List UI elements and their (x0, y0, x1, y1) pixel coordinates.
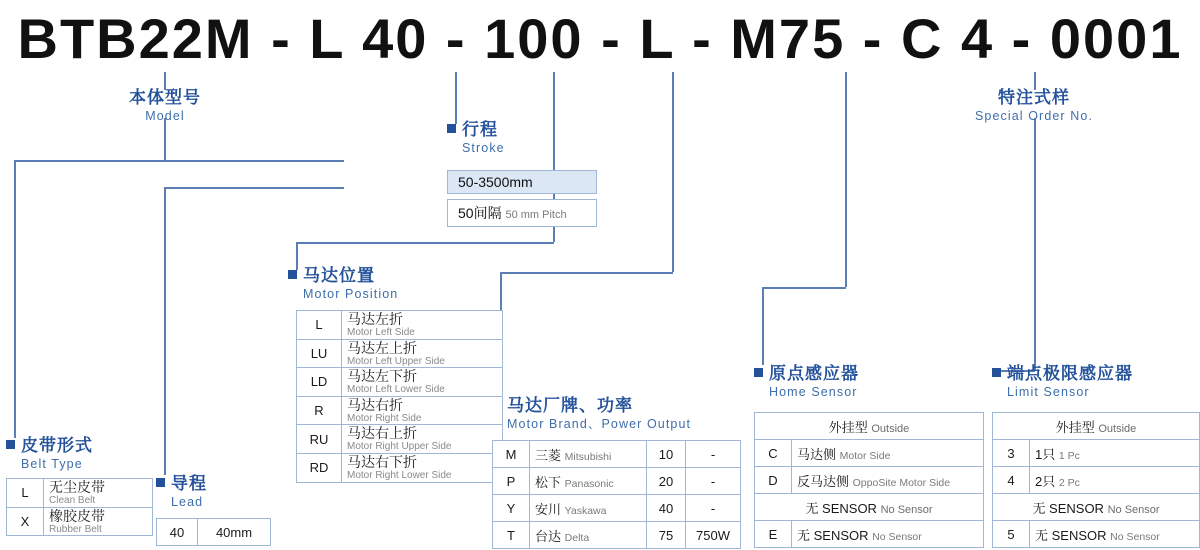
special-order-title-en: Special Order No. (974, 109, 1094, 123)
motor-brand-table (492, 440, 741, 549)
table-row (7, 507, 153, 536)
bullet-square-icon (447, 124, 456, 133)
motor-brand-title-cn: 马达厂牌、功率 (492, 396, 691, 416)
home-sensor-value (792, 467, 984, 494)
limit-sensor-en: No Sensor (1110, 530, 1160, 543)
motor-position-cn: 马达右下折 (347, 453, 417, 470)
belt-key: X (7, 507, 44, 536)
table-row (755, 521, 984, 548)
limit-sensor-key: 5 (993, 521, 1030, 548)
motor-brand-en: Panasonic (564, 477, 614, 490)
model-title-en: Model (145, 109, 185, 123)
table-row (755, 440, 984, 467)
stroke-pitch-cn: 50间隔 (458, 205, 502, 221)
limit-sensor-en: 1 Pc (1058, 449, 1080, 462)
belt-cn: 无尘皮带 (49, 479, 105, 495)
connector-belt-vert-top (164, 118, 166, 160)
stroke-title-cn: 行程 (447, 120, 505, 140)
motor-position-value (342, 368, 503, 397)
table-row (755, 494, 984, 521)
motor-brand-name (530, 468, 647, 495)
bullet-square-icon (992, 368, 1001, 377)
motor-position-en: Motor Right Upper Side (347, 441, 452, 453)
model-title-cn: 本体型号 (129, 88, 201, 107)
home-sensor-key: E (755, 521, 792, 548)
limit-sensor-value (1030, 440, 1200, 467)
motor-power-value: 750W (686, 522, 741, 549)
belt-value (44, 507, 153, 536)
table-row (755, 467, 984, 494)
home-sensor-title-cn: 原点感应器 (754, 364, 859, 384)
home-sensor-band-en: Outside (871, 422, 910, 435)
connector-lead-horiz (164, 187, 344, 189)
belt-value (44, 479, 153, 508)
limit-sensor-table (992, 412, 1200, 548)
table-row (493, 441, 741, 468)
motor-brand-en: Mitsubishi (564, 450, 612, 463)
motor-power-code: 75 (647, 522, 686, 549)
motor-position-cn: 马达左上折 (347, 339, 417, 356)
motor-position-title (288, 266, 398, 302)
limit-sensor-band2-en: No Sensor (1107, 503, 1160, 516)
table-row (297, 339, 503, 368)
motor-brand-en: Yaskawa (564, 504, 607, 517)
part-number-code: BTB22M - L 40 - 100 - L - M75 - C 4 - 0001 (17, 7, 1183, 70)
stroke-pitch-box (447, 199, 597, 227)
belt-cn: 橡胶皮带 (49, 507, 105, 524)
motor-position-value (342, 396, 503, 425)
motor-brand-en: Delta (564, 531, 590, 544)
bullet-square-icon (6, 440, 15, 449)
lead-table (156, 518, 271, 546)
table-row (493, 495, 741, 522)
home-sensor-cn: 反马达侧 (797, 473, 850, 489)
motor-brand-key: T (493, 522, 530, 549)
home-sensor-en: OppoSite Motor Side (852, 476, 951, 489)
motor-power-value: - (686, 441, 741, 468)
lead-title-en: Lead (171, 495, 204, 509)
connector-lead-vert (164, 187, 166, 475)
belt-key: L (7, 479, 44, 508)
table-row (297, 368, 503, 397)
connector-brand-vert-top (672, 72, 674, 272)
motor-position-value (342, 425, 503, 454)
connector-limit-vert-top (1034, 118, 1036, 370)
home-sensor-band2-cn: 无 SENSOR (805, 500, 877, 516)
table-row (297, 453, 503, 482)
motor-position-key: L (297, 311, 342, 340)
stroke-title (447, 120, 505, 156)
motor-position-title-en: Motor Position (303, 287, 399, 301)
motor-position-en: Motor Left Upper Side (347, 355, 445, 367)
limit-sensor-band-en: Outside (1098, 422, 1137, 435)
motor-brand-key: P (493, 468, 530, 495)
lead-title-cn: 导程 (156, 474, 207, 494)
lead-key: 40 (157, 519, 198, 546)
motor-power-value: - (686, 495, 741, 522)
model-title (94, 88, 236, 124)
stroke-title-en: Stroke (462, 141, 505, 155)
home-sensor-cn: 无 SENSOR (797, 527, 869, 543)
stroke-pitch-en: 50 mm Pitch (505, 209, 567, 221)
motor-position-title-cn: 马达位置 (288, 266, 398, 286)
limit-sensor-title-cn: 端点极限感应器 (992, 364, 1133, 384)
table-row (993, 521, 1200, 548)
motor-brand-title-en: Motor Brand、Power Output (507, 417, 692, 431)
home-sensor-key: C (755, 440, 792, 467)
motor-position-key: LU (297, 339, 342, 368)
table-row (493, 522, 741, 549)
table-row (993, 413, 1200, 440)
home-sensor-table (754, 412, 984, 548)
home-sensor-band-outside (755, 413, 984, 440)
motor-brand-name (530, 495, 647, 522)
home-sensor-title-en: Home Sensor (769, 385, 858, 399)
limit-sensor-cn: 1只 (1035, 446, 1056, 462)
motor-power-value: - (686, 468, 741, 495)
belt-type-table (6, 478, 153, 536)
home-sensor-band2-en: No Sensor (880, 503, 933, 516)
special-order-title-cn: 特注式样 (998, 88, 1070, 107)
motor-position-en: Motor Left Lower Side (347, 384, 445, 396)
motor-position-en: Motor Right Side (347, 412, 422, 424)
table-row (157, 519, 271, 546)
home-sensor-band-cn: 外挂型 (828, 419, 868, 435)
lead-value: 40mm (198, 519, 271, 546)
table-row (297, 311, 503, 340)
belt-en: Rubber Belt (49, 523, 102, 535)
motor-power-code: 10 (647, 441, 686, 468)
motor-position-key: RU (297, 425, 342, 454)
home-sensor-cn: 马达侧 (797, 446, 837, 462)
table-row (755, 413, 984, 440)
limit-sensor-band2-cn: 无 SENSOR (1032, 500, 1104, 516)
home-sensor-en: No Sensor (872, 530, 922, 543)
limit-sensor-cn: 无 SENSOR (1035, 527, 1107, 543)
limit-sensor-en: 2 Pc (1058, 476, 1080, 489)
stroke-range-box (447, 170, 597, 194)
motor-power-code: 40 (647, 495, 686, 522)
belt-type-title (6, 436, 93, 472)
table-row (993, 467, 1200, 494)
home-sensor-band-nosensor (755, 494, 984, 521)
motor-brand-cn: 安川 (535, 501, 562, 517)
motor-position-key: R (297, 396, 342, 425)
motor-brand-key: Y (493, 495, 530, 522)
table-row (297, 396, 503, 425)
connector-belt-vert-left (14, 160, 16, 438)
connector-home-vert (762, 287, 764, 365)
belt-type-title-en: Belt Type (21, 457, 83, 471)
table-row (493, 468, 741, 495)
connector-brand-horiz (500, 272, 673, 274)
home-sensor-en: Motor Side (839, 449, 891, 462)
motor-position-key: RD (297, 453, 342, 482)
bullet-square-icon (754, 368, 763, 377)
motor-position-cn: 马达右上折 (347, 425, 417, 442)
stroke-range: 50-3500mm (458, 174, 533, 190)
bullet-square-icon (156, 478, 165, 487)
motor-brand-cn: 三菱 (535, 447, 562, 463)
belt-type-title-cn: 皮带形式 (6, 436, 93, 456)
limit-sensor-cn: 2只 (1035, 473, 1056, 489)
table-row (993, 440, 1200, 467)
home-sensor-value (792, 521, 984, 548)
motor-position-value (342, 311, 503, 340)
motor-position-en: Motor Left Side (347, 327, 415, 339)
motor-brand-cn: 松下 (535, 474, 562, 490)
belt-en: Clean Belt (49, 495, 96, 507)
motor-position-cn: 马达右折 (347, 396, 403, 413)
motor-brand-name (530, 441, 647, 468)
limit-sensor-key: 4 (993, 467, 1030, 494)
motor-position-key: LD (297, 368, 342, 397)
special-order-title (958, 88, 1110, 124)
bullet-square-icon (288, 270, 297, 279)
limit-sensor-band-outside (993, 413, 1200, 440)
limit-sensor-band-nosensor (993, 494, 1200, 521)
table-row (993, 494, 1200, 521)
motor-brand-title (492, 396, 691, 432)
connector-home-vert-top (845, 72, 847, 287)
limit-sensor-value (1030, 521, 1200, 548)
limit-sensor-band-cn: 外挂型 (1055, 419, 1095, 435)
table-row (7, 479, 153, 508)
motor-power-code: 20 (647, 468, 686, 495)
motor-position-value (342, 339, 503, 368)
connector-stroke-vert (455, 72, 457, 124)
home-sensor-title (754, 364, 859, 400)
limit-sensor-title-en: Limit Sensor (1007, 385, 1090, 399)
limit-sensor-title (992, 364, 1133, 400)
limit-sensor-key: 3 (993, 440, 1030, 467)
limit-sensor-value (1030, 467, 1200, 494)
motor-position-cn: 马达左下折 (347, 368, 417, 385)
table-row (297, 425, 503, 454)
motor-position-cn: 马达左折 (347, 311, 403, 327)
connector-belt-horiz (14, 160, 344, 162)
motor-position-table (296, 310, 503, 483)
motor-position-en: Motor Right Lower Side (347, 470, 452, 482)
connector-motorpos-horiz (296, 242, 554, 244)
home-sensor-value (792, 440, 984, 467)
home-sensor-key: D (755, 467, 792, 494)
motor-position-value (342, 453, 503, 482)
lead-title (156, 474, 207, 510)
connector-home-horiz (762, 287, 846, 289)
motor-brand-cn: 台达 (535, 528, 562, 544)
motor-brand-key: M (493, 441, 530, 468)
motor-brand-name (530, 522, 647, 549)
